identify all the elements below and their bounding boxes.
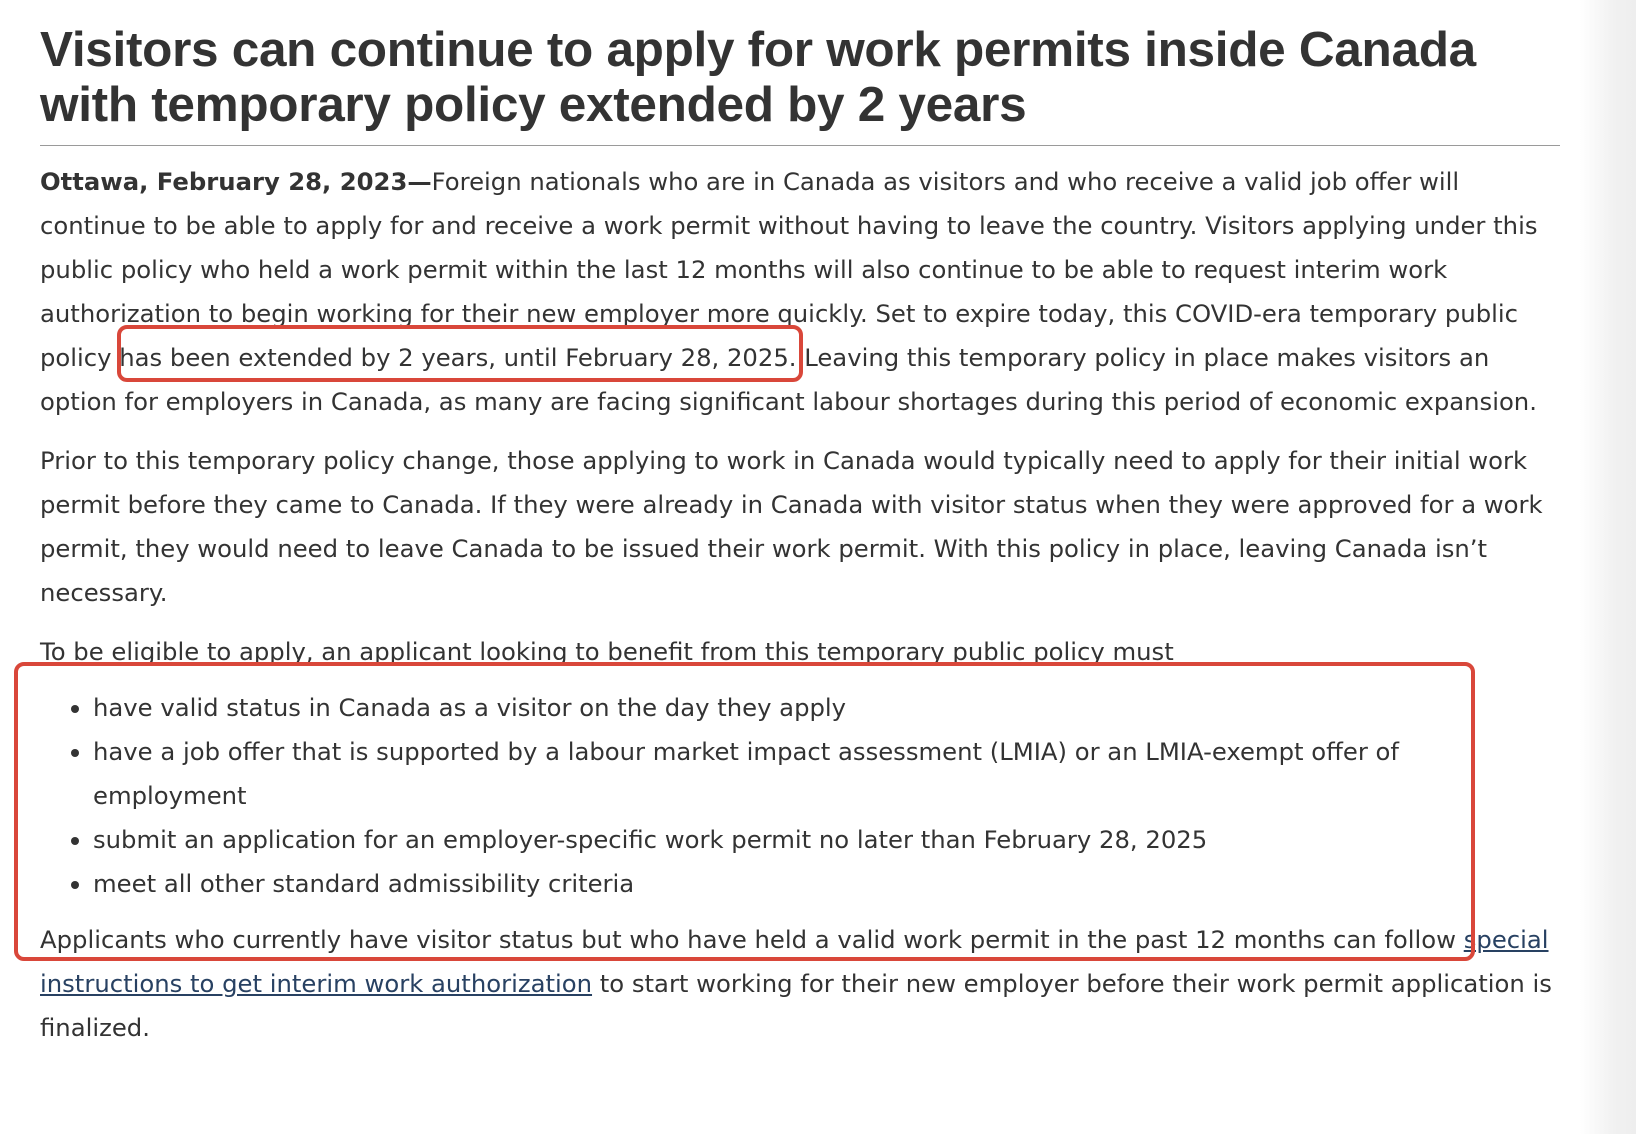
list-item: • have valid status in Canada as a visitor on the day they apply [93, 686, 1560, 730]
dateline: Ottawa, February 28, 2023— [40, 167, 432, 196]
page-edge-shadow [1580, 0, 1636, 1134]
highlight-box-extension [117, 325, 803, 382]
list-item: • meet all other standard admissibility criteria [93, 862, 1560, 906]
interim-text-start: Applicants who currently have visitor status but who have held a valid work permit in the past 12 months can follow [40, 925, 1464, 954]
list-item: • have a job offer that is supported by a labour market impact assessment (LMIA) or an LMIA-exempt offer of employment [93, 730, 1560, 818]
intro-text-start: Foreign nationals who are in Canada as visitors and who receive a valid job offer will continue to be able to apply for and receive a work permit without having to leave the country. Visitors applying under this public policy who held a work permit within the last 12 months will also continue to be able to request interim work authorization to begin working for their new employer more quickly. Set to expire today, this COVID-era temporary public policy [40, 167, 1538, 372]
eligibility-intro: To be eligible to apply, an applicant looking to benefit from this temporary public policy must [40, 637, 1174, 666]
paragraph-background: Prior to this temporary policy change, those applying to work in Canada would typically need to apply for their initial work permit before they came to Canada. If they were already in Canada with visitor status when they were approved for a work permit, they would need to leave Canada to be issued their work permit. With this policy in place, leaving Canada isn’t necessary. [40, 446, 1543, 607]
interim-work-authorization-link[interactable]: special instructions to get interim work authorization [40, 925, 1549, 998]
interim-text-end: to start working for their new employer before their work permit application is finalized. [40, 969, 1552, 1042]
intro-text-end: Leaving this temporary policy in place makes visitors an option for employers in Canada, as many are facing significant labour shortages during this period of economic expansion. [40, 343, 1537, 416]
list-item: • submit an application for an employer-specific work permit no later than February 28, 2025 [93, 818, 1560, 862]
highlighted-extension-text: has been extended by 2 years, until February 28, 2025. [119, 343, 797, 372]
highlight-box-eligibility [14, 662, 1475, 961]
paragraph-intro [40, 160, 1560, 424]
article-title: Visitors can continue to apply for work permits inside Canada with temporary policy extended by 2 years [40, 22, 1560, 146]
